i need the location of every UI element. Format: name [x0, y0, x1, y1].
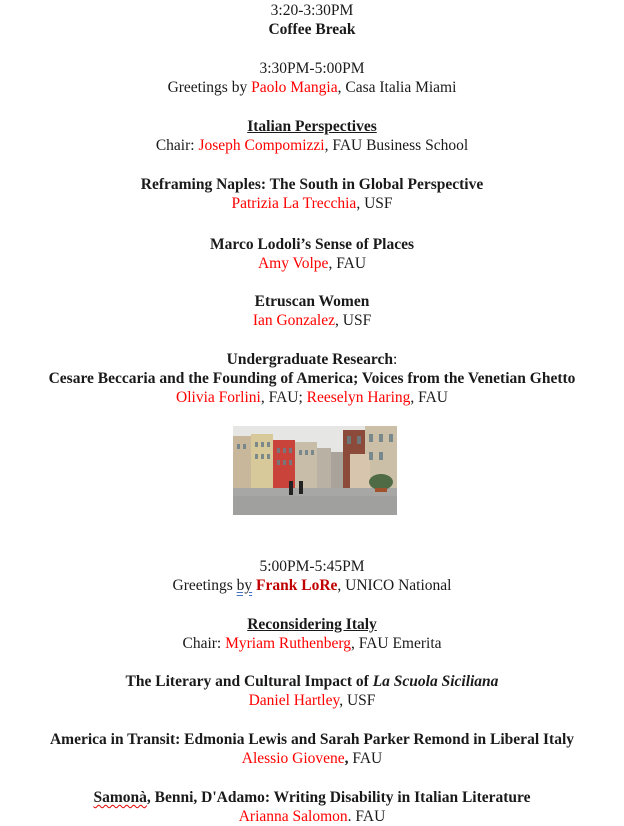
undergrad-label: Undergraduate Research [226, 351, 393, 368]
speaker-affiliation: , USF [335, 312, 372, 329]
talk-title-italic: La Scuola Siciliana [372, 673, 499, 690]
chair-label: Chair: [155, 137, 199, 154]
talk-speaker-line [0, 194, 624, 213]
speaker-affiliation: FAU [348, 750, 383, 767]
talk-title-text: The Literary and Cultural Impact of [125, 673, 373, 690]
speaker-name: Arianna Salomon [238, 808, 348, 825]
time-slot-session-2: 5:00PM-5:45PM [259, 558, 365, 575]
speaker-affiliation: , FAU [410, 389, 448, 406]
undergrad-speakers-line [0, 388, 624, 407]
time-slot-session-1: 3:30PM-5:00PM [259, 60, 365, 77]
speaker-affiliation: , USF [356, 195, 393, 212]
speaker-name: Daniel Hartley [248, 692, 340, 709]
talk-speaker-line [0, 691, 624, 710]
greeting-prefix: Greetings by [167, 79, 252, 96]
panel-title-italian-perspectives: Italian Perspectives [247, 118, 377, 135]
talk-title-text: , Benni, D'Adamo: Writing Disability in Italian Literature [146, 789, 531, 806]
greeting-prefix: Greetings [172, 577, 237, 594]
spelling-flagged-word: Samonà [93, 789, 147, 806]
comma: , [344, 750, 349, 767]
greeting-affiliation: , UNICO National [337, 577, 452, 594]
talk-title: Etruscan Women [254, 293, 370, 310]
chair-name: Myriam Ruthenberg [225, 635, 351, 652]
speaker-name: Alessio Giovene [241, 750, 345, 767]
talk-title [0, 672, 624, 691]
grammar-flagged-word: by [236, 577, 253, 594]
talk-title: Reframing Naples: The South in Global Perspective [140, 176, 484, 193]
coffee-break-title: Coffee Break [268, 21, 356, 38]
colon: : [393, 351, 398, 368]
talk-title [0, 788, 624, 807]
panel-title-reconsidering-italy: Reconsidering Italy [247, 616, 377, 633]
speaker-name: Patrizia La Trecchia [231, 195, 357, 212]
venetian-ghetto-photo [233, 426, 397, 515]
chair-name: Joseph Compomizzi [198, 137, 325, 154]
talk-speaker-line [0, 749, 624, 768]
chair-line-2 [0, 634, 624, 653]
undergrad-label-line [0, 350, 624, 369]
greeting-speaker: Frank LoRe [256, 577, 338, 594]
talk-speaker-line [0, 254, 624, 273]
undergrad-talk-title: Cesare Beccaria and the Founding of America; Voices from the Venetian Ghetto [48, 370, 576, 387]
talk-speaker-line [0, 807, 624, 826]
speaker-name: Ian Gonzalez [252, 312, 335, 329]
greeting-affiliation: , Casa Italia Miami [337, 79, 457, 96]
greetings-line-2 [0, 576, 624, 595]
speaker-name: Olivia Forlini [176, 389, 261, 406]
talk-speaker-line [0, 311, 624, 330]
speaker-affiliation: , USF [339, 692, 376, 709]
chair-affiliation: , FAU Business School [324, 137, 469, 154]
speaker-affiliation: , FAU [328, 255, 367, 272]
greetings-line-1 [0, 78, 624, 97]
speaker-name: Reeselyn Haring [306, 389, 411, 406]
greeting-speaker: Paolo Mangia [251, 79, 338, 96]
talk-title: Marco Lodoli’s Sense of Places [209, 236, 415, 253]
speaker-affiliation: . FAU [347, 808, 386, 825]
talk-title: America in Transit: Edmonia Lewis and Sarah Parker Remond in Liberal Italy [49, 731, 574, 748]
chair-line-1 [0, 136, 624, 155]
speaker-affiliation: , FAU; [260, 389, 307, 406]
chair-affiliation: , FAU Emerita [350, 635, 442, 652]
speaker-name: Amy Volpe [257, 255, 329, 272]
time-slot-coffee: 3:20-3:30PM [270, 2, 354, 19]
chair-label: Chair: [182, 635, 226, 652]
